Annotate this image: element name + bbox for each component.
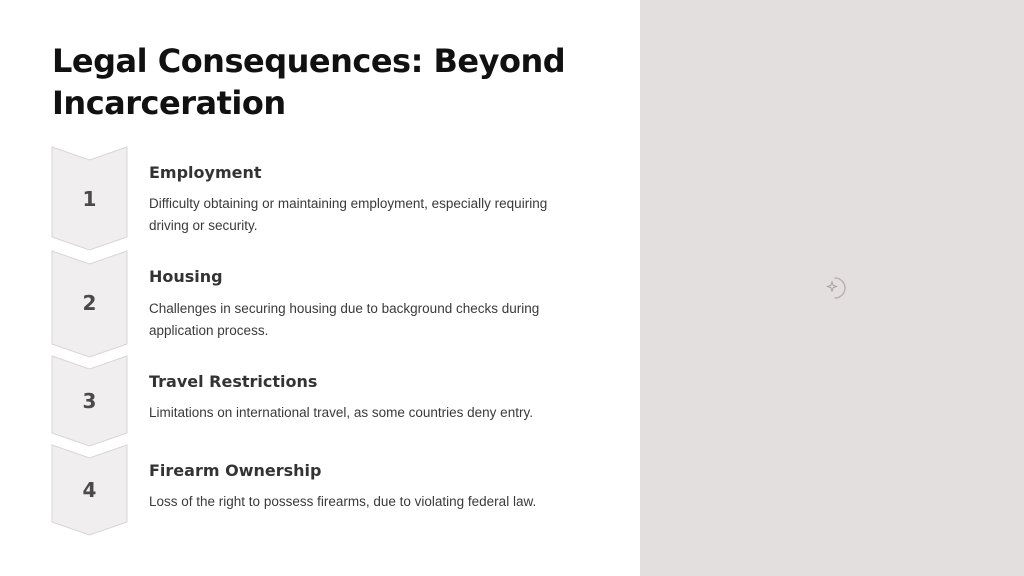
step-chevron-4 <box>52 445 127 535</box>
item-heading-travel: Travel Restrictions <box>149 372 318 391</box>
image-panel <box>640 0 1024 576</box>
sparkle-loader-icon <box>823 276 847 300</box>
step-chevron-1 <box>52 147 127 250</box>
item-description-employment: Difficulty obtaining or maintaining employment, especially requiring driving or security. <box>149 196 548 233</box>
item-description-travel: Limitations on international travel, as some countries deny entry. <box>149 405 533 420</box>
step-number: 1 <box>82 187 97 211</box>
step-number: 2 <box>82 291 97 315</box>
step-number: 3 <box>82 389 97 413</box>
step-number: 4 <box>82 478 97 502</box>
step-chevron-2 <box>52 251 127 357</box>
item-heading-firearm: Firearm Ownership <box>149 461 322 480</box>
item-heading-housing: Housing <box>149 267 223 286</box>
slide-title: Legal Consequences: Beyond Incarceration <box>52 42 566 122</box>
item-heading-employment: Employment <box>149 163 262 182</box>
step-chevron-3 <box>52 356 127 446</box>
item-description-housing: Challenges in securing housing due to background checks during application process. <box>149 301 540 338</box>
item-description-firearm: Loss of the right to possess firearms, due to violating federal law. <box>149 494 537 509</box>
